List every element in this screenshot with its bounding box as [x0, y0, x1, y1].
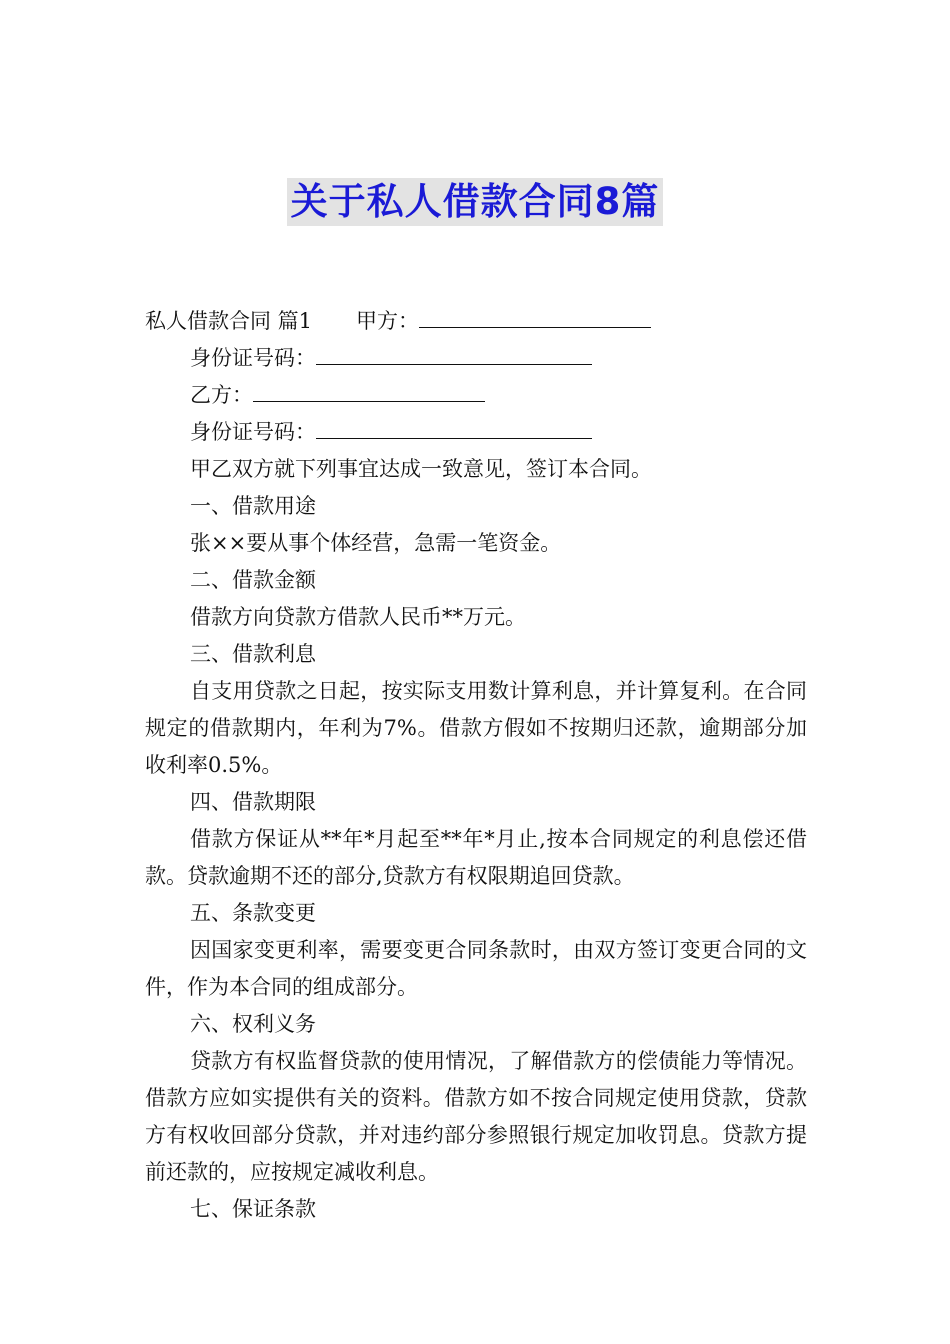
section-heading-6: 六、权利义务 [190, 1012, 316, 1036]
party-b-blank[interactable] [253, 379, 485, 402]
party-b-line [145, 377, 807, 414]
id-line-2 [145, 414, 807, 451]
section-text-5: 因国家变更利率，需要变更合同条款时，由双方签订变更合同的文件，作为本合同的组成部分。 [145, 938, 807, 999]
id-label-2: 身份证号码： [190, 420, 316, 444]
section-text-6: 贷款方有权监督贷款的使用情况，了解借款方的偿债能力等情况。借款方应如实提供有关的资料。借款方如不按合同规定使用贷款，贷款方有权收回部分贷款，并对违约部分参照银行规定加收罚息。贷款方提前还款的，应按规定减收利息。 [145, 1049, 807, 1184]
section-text-1: 张××要从事个体经营，急需一笔资金。 [190, 531, 562, 555]
section-text-4: 借款方保证从**年*月起至**年*月止,按本合同规定的利息偿还借款。贷款逾期不还的部分,贷款方有权限期追回贷款。 [145, 827, 807, 888]
id-line-1 [145, 340, 807, 377]
section-heading-7: 七、保证条款 [190, 1197, 316, 1221]
section-text-3: 自支用贷款之日起，按实际支用数计算利息，并计算复利。在合同规定的借款期内，年利为7%。借款方假如不按期归还款，逾期部分加收利率0.5%。 [145, 679, 807, 777]
section-heading-4: 四、借款期限 [190, 790, 316, 814]
party-a-blank[interactable] [419, 305, 651, 328]
party-b-label: 乙方： [190, 383, 253, 407]
section-heading-2: 二、借款金额 [190, 568, 316, 592]
id-blank-2[interactable] [316, 416, 592, 439]
header-line [145, 303, 807, 340]
section-heading-3: 三、借款利息 [190, 642, 316, 666]
document-title: 关于私人借款合同8篇 [287, 178, 664, 226]
intro-paragraph: 甲乙双方就下列事宜达成一致意见，签订本合同。 [190, 457, 652, 481]
id-blank-1[interactable] [316, 342, 592, 365]
title-container [0, 178, 950, 226]
section-heading-1: 一、借款用途 [190, 494, 316, 518]
section-text-2: 借款方向贷款方借款人民币**万元。 [190, 605, 526, 629]
party-a-label: 甲方： [356, 309, 420, 333]
section-heading-5: 五、条款变更 [190, 901, 316, 925]
id-label-1: 身份证号码： [190, 346, 316, 370]
contract-header: 私人借款合同 篇1 [145, 309, 313, 333]
document-body [145, 303, 807, 1228]
